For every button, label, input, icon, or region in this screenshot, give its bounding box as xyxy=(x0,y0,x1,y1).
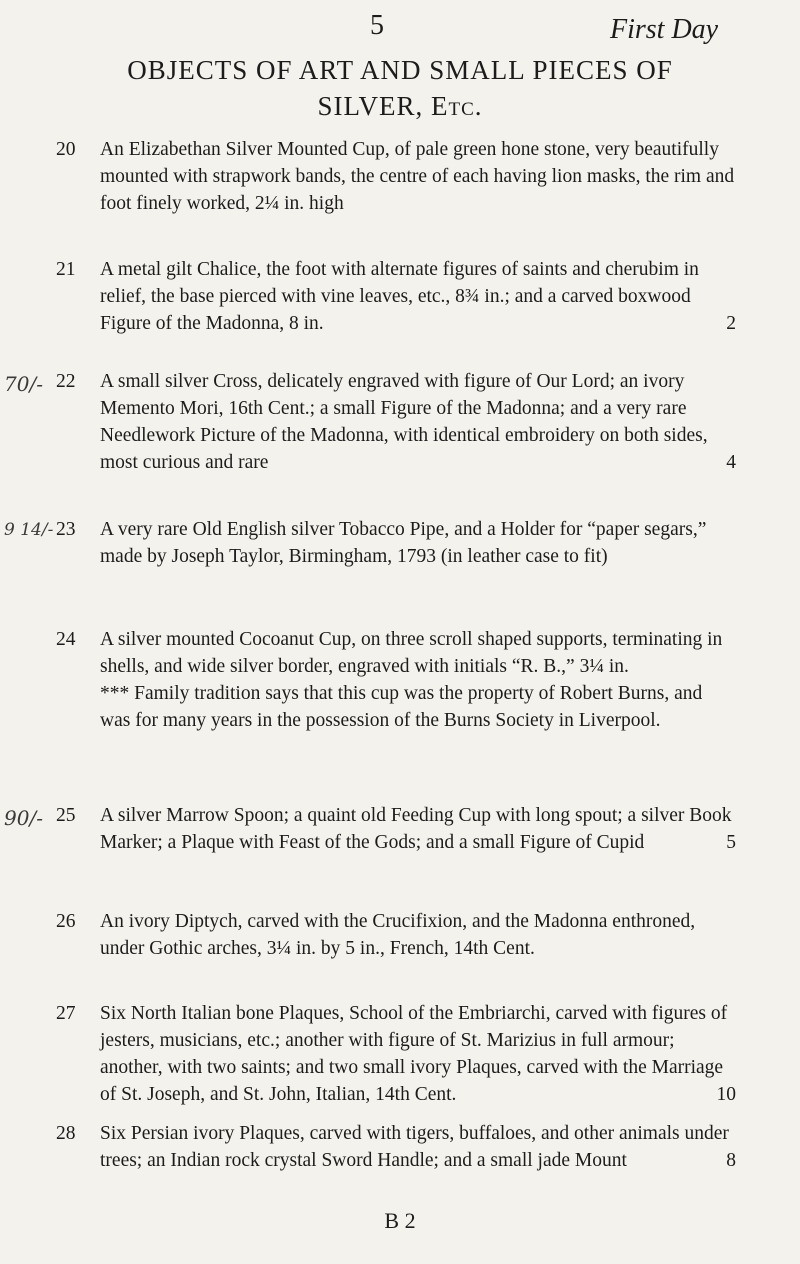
lot-26 xyxy=(56,908,736,962)
lot-description: A metal gilt Chalice, the foot with alternate figures of saints and cherubim in relief, the base pierced with vine leaves, etc., 8¾ in.; and a carved boxwood Figure of the Madonna, 8 in. xyxy=(100,259,699,334)
lot-number: 24 xyxy=(56,629,76,650)
section-title xyxy=(40,52,760,124)
lot-number: 21 xyxy=(56,259,76,280)
lot-description: An ivory Diptych, carved with the Crucifixion, and the Madonna enthroned, under Gothic arches, 3¼ in. by 5 in., French, 14th Cent. xyxy=(100,911,696,959)
lot-number: 26 xyxy=(56,911,76,932)
lot-number: 25 xyxy=(56,805,76,826)
lot-20 xyxy=(56,136,736,217)
lot-24 xyxy=(56,626,736,734)
lot-description: A very rare Old English silver Tobacco Pipe, and a Holder for “paper segars,” made by Joseph Taylor, Birmingham, 1793 (in leather case to fit) xyxy=(100,519,707,567)
lot-22 xyxy=(56,368,736,476)
lot-number: 23 xyxy=(56,519,76,540)
margin-note-lot-25: 90/- xyxy=(4,806,43,830)
lot-estimate: 5 xyxy=(726,832,736,853)
lot-description: A small silver Cross, delicately engraved with figure of Our Lord; an ivory Memento Mori, 16th Cent.; a small Figure of the Madonna; and a very rare Needlework Picture of the Madonna, with identical embroidery on both sides, most curious and rare xyxy=(100,371,708,473)
lot-number: 22 xyxy=(56,371,76,392)
lot-number: 28 xyxy=(56,1123,76,1144)
lot-description: A silver mounted Cocoanut Cup, on three scroll shaped supports, terminating in shells, and wide silver border, engraved with initials “R. B.,” 3¼ in. xyxy=(100,629,723,677)
lot-estimate: 8 xyxy=(726,1150,736,1171)
lot-estimate: 10 xyxy=(716,1084,736,1105)
lot-number: 20 xyxy=(56,139,76,160)
lot-estimate: 4 xyxy=(726,452,736,473)
margin-note-lot-22: 70/- xyxy=(4,372,43,396)
page-signature: B 2 xyxy=(384,1208,416,1233)
lot-description: Six North Italian bone Plaques, School of the Embriarchi, carved with figures of jesters, musicians, etc.; another with figure of St. Marizius in full armour; another, with two saints; and two small ivory Plaques, carved with the Marriage of St. Joseph, and St. John, Italian, 14th Cent. xyxy=(100,1003,728,1105)
margin-note-lot-23: 9 14/- xyxy=(4,520,54,540)
lot-25 xyxy=(56,802,736,856)
lot-28 xyxy=(56,1120,736,1174)
page-number: 5 xyxy=(370,10,384,41)
section-title-line-1: OBJECTS OF ART AND SMALL PIECES OF xyxy=(127,55,673,85)
lot-estimate: 2 xyxy=(726,313,736,334)
lot-note: *** Family tradition says that this cup was the property of Robert Burns, and was for many years in the possession of the Burns Society in Liverpool. xyxy=(100,683,703,731)
lot-21 xyxy=(56,256,736,337)
lot-27 xyxy=(56,1000,736,1108)
lot-description: An Elizabethan Silver Mounted Cup, of pale green hone stone, very beautifully mounted with strapwork bands, the centre of each having lion masks, the rim and foot finely worked, 2¼ in. high xyxy=(100,139,735,214)
lot-23 xyxy=(56,516,736,570)
lot-description: Six Persian ivory Plaques, carved with tigers, buffaloes, and other animals under trees; an Indian rock crystal Sword Handle; and a small jade Mount xyxy=(100,1123,729,1171)
day-title: First Day xyxy=(610,14,719,45)
lot-description: A silver Marrow Spoon; a quaint old Feeding Cup with long spout; a silver Book Marker; a Plaque with Feast of the Gods; and a small Figure of Cupid xyxy=(100,805,732,853)
page-header xyxy=(0,10,800,50)
lot-number: 27 xyxy=(56,1003,76,1024)
section-title-line-2: SILVER, Etc. xyxy=(317,91,483,121)
